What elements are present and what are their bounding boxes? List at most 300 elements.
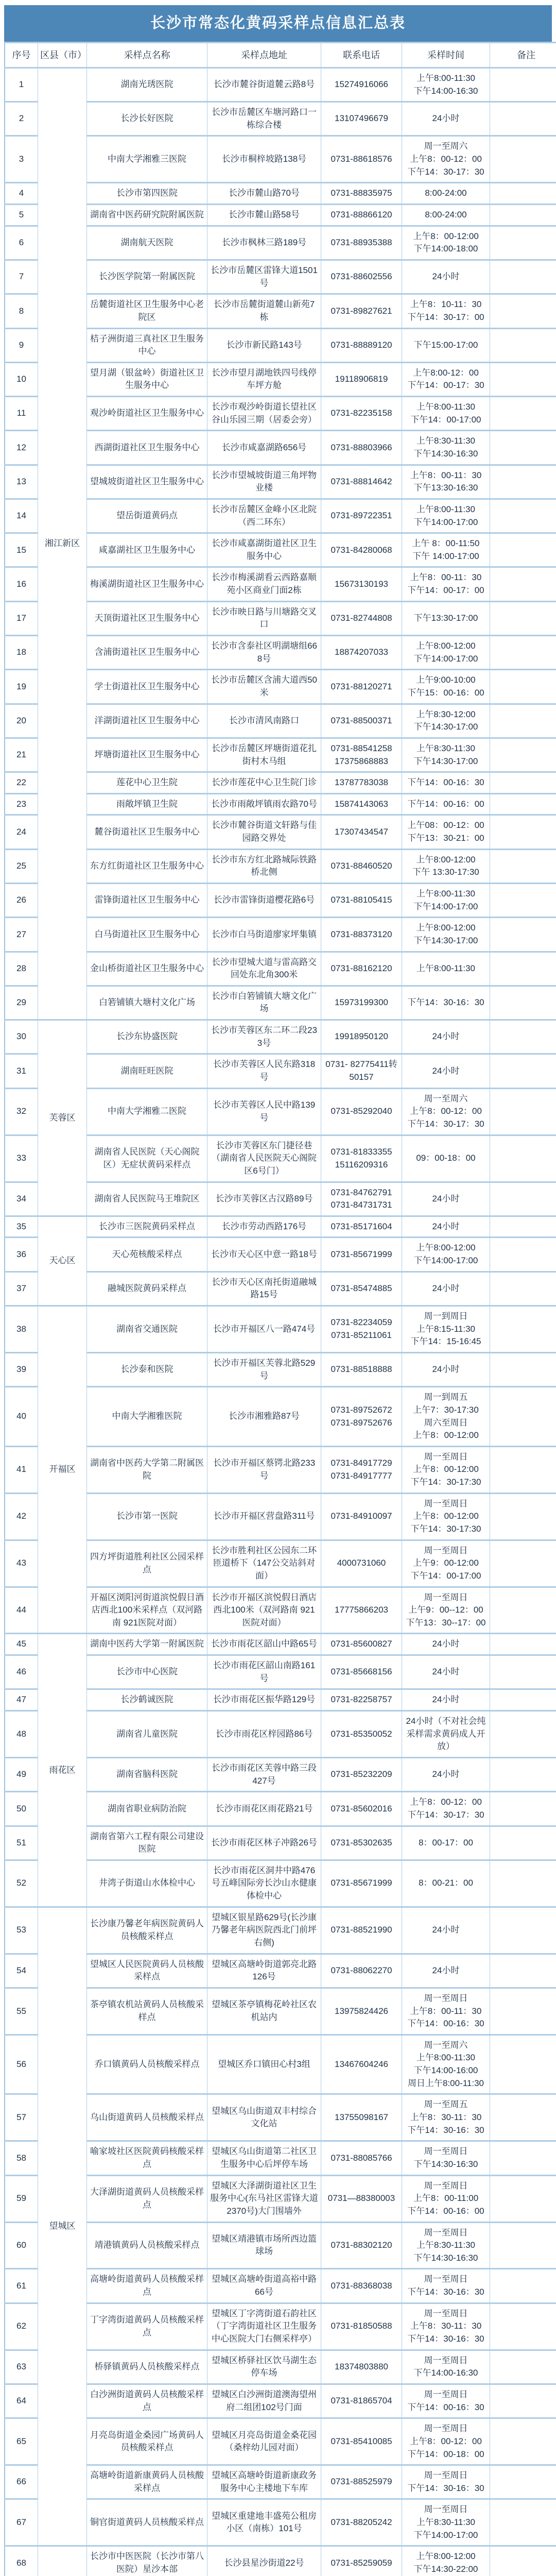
cell-name: 中南大学湘雅医院 xyxy=(87,1387,207,1447)
table-row xyxy=(5,1540,556,1587)
cell-phone: 0731-88062270 xyxy=(321,1954,402,1988)
table-row xyxy=(5,205,556,226)
cell-name: 月亮岛街道金桑园广场黄码人员核酸采样点 xyxy=(87,2418,207,2465)
cell-remark xyxy=(490,1711,556,1758)
cell-no: 34 xyxy=(5,1182,38,1216)
cell-phone: 0731-81833355 15116209316 xyxy=(321,1135,402,1182)
cell-time: 上午 8：00-11:50 下午 14:00-17:00 xyxy=(402,533,490,567)
cell-time: 24小时 xyxy=(402,1020,490,1054)
cell-name: 桥驿镇黄码人员核酸采样点 xyxy=(87,2350,207,2384)
cell-phone: 0731-88541258 17375868883 xyxy=(321,738,402,772)
table-row xyxy=(5,884,556,918)
cell-time: 下午13:30-17:00 xyxy=(402,601,490,635)
cell-remark xyxy=(490,1907,556,1954)
cell-no: 58 xyxy=(5,2141,38,2175)
cell-phone: 0731-85474885 xyxy=(321,1272,402,1306)
cell-time: 24小时 xyxy=(402,1655,490,1689)
cell-name: 长沙鹤诚医院 xyxy=(87,1689,207,1711)
cell-no: 51 xyxy=(5,1826,38,1860)
cell-time: 周一至周日 下午14：30-16：30 xyxy=(402,2465,490,2499)
cell-address: 望城区白沙洲街道澳海望州府二组团102号门面 xyxy=(207,2384,321,2418)
cell-name: 喻家坡社区医院黄码核酸采样点 xyxy=(87,2141,207,2175)
cell-address: 长沙市望城大道与雷高路交回处东北角300米 xyxy=(207,952,321,986)
table-row xyxy=(5,1216,556,1238)
cell-address: 长沙市咸嘉湖街道社区卫生服务中心 xyxy=(207,533,321,567)
cell-no: 60 xyxy=(5,2222,38,2269)
cell-no: 41 xyxy=(5,1446,38,1493)
cell-no: 52 xyxy=(5,1860,38,1907)
cell-phone: 0731-82258757 xyxy=(321,1689,402,1711)
cell-address: 长沙市开福区营盘路311号 xyxy=(207,1493,321,1540)
table-row xyxy=(5,952,556,986)
cell-phone: 0731-88162120 xyxy=(321,952,402,986)
cell-name: 白马街道社区卫生服务中心 xyxy=(87,918,207,952)
cell-phone: 0731-88814642 xyxy=(321,465,402,499)
cell-phone: 0731-84762791 0731-84731731 xyxy=(321,1182,402,1216)
table-row xyxy=(5,260,556,294)
cell-remark xyxy=(490,2035,556,2094)
cell-name: 金山桥街道社区卫生服务中心 xyxy=(87,952,207,986)
cell-name: 开福区浏阳河街道滨悦假日酒店西北100米采样点（双河路南 921医院对面） xyxy=(87,1587,207,1634)
cell-time: 24小时（不对社会纯采样需求黄码成人开放） xyxy=(402,1711,490,1758)
cell-no: 39 xyxy=(5,1352,38,1386)
cell-address: 长沙县星沙街道22号 xyxy=(207,2546,321,2576)
table-row xyxy=(5,793,556,815)
table-row xyxy=(5,533,556,567)
table-row xyxy=(5,815,556,849)
cell-address: 望城区丁字湾街道石韵社区（丁字湾街道社区卫生服务中心医院大门右侧采样亭） xyxy=(207,2303,321,2350)
cell-address: 长沙市岳麓区雷锋大道1501号 xyxy=(207,260,321,294)
cell-name: 长沙市三医院黄码采样点 xyxy=(87,1216,207,1238)
table-row xyxy=(5,567,556,601)
table-row xyxy=(5,2418,556,2465)
cell-remark xyxy=(490,1540,556,1587)
cell-address: 长沙市观沙岭街道长望社区谷山乐园三期（居委会旁） xyxy=(207,397,321,431)
header-district: 区县（市） xyxy=(38,42,87,67)
cell-name: 茶亭镇农机站黄码人员核酸采样点 xyxy=(87,1988,207,2035)
cell-time: 周一至周日 上午8:30-11:30 下午14:30-16:30 xyxy=(402,2222,490,2269)
cell-remark xyxy=(490,1446,556,1493)
table-row xyxy=(5,1306,556,1353)
cell-name: 西湖街道社区卫生服务中心 xyxy=(87,431,207,465)
table-row xyxy=(5,1182,556,1216)
cell-remark xyxy=(490,226,556,260)
cell-remark xyxy=(490,1387,556,1447)
cell-address: 长沙市湘雅路87号 xyxy=(207,1387,321,1447)
cell-phone: 0731-88518888 xyxy=(321,1352,402,1386)
cell-phone: 13467604246 xyxy=(321,2035,402,2094)
cell-no: 37 xyxy=(5,1272,38,1306)
cell-name: 雷锋街道社区卫生服务中心 xyxy=(87,884,207,918)
cell-remark xyxy=(490,704,556,738)
cell-address: 望城区高塘岭街道新康政务服务中心主楼地下车库 xyxy=(207,2465,321,2499)
cell-no: 46 xyxy=(5,1655,38,1689)
cell-no: 56 xyxy=(5,2035,38,2094)
cell-remark xyxy=(490,849,556,883)
cell-time: 8:00-24:00 xyxy=(402,183,490,205)
cell-remark xyxy=(490,328,556,362)
cell-address: 望城区大泽湖街道社区卫生服务中心(东马社区雷锋大道2370号)大门围墙外 xyxy=(207,2175,321,2222)
cell-address: 望城区桥驿社区饮马湖生态停车场 xyxy=(207,2350,321,2384)
cell-phone: 0731—88380003 xyxy=(321,2175,402,2222)
cell-name: 中南大学湘雅二医院 xyxy=(87,1088,207,1135)
cell-phone: 17307434547 xyxy=(321,815,402,849)
cell-address: 长沙市开福区蔡锷北路233号 xyxy=(207,1446,321,1493)
table-row xyxy=(5,2035,556,2094)
cell-name: 井湾子街道山水体检中心 xyxy=(87,1860,207,1907)
cell-district: 开福区 xyxy=(38,1306,87,1634)
cell-time: 周一至周日 上午8：00-12:00 下午14：30-17:30 xyxy=(402,1493,490,1540)
cell-remark xyxy=(490,952,556,986)
cell-time: 24小时 xyxy=(402,1954,490,1988)
cell-district: 湘江新区 xyxy=(38,67,87,1020)
cell-no: 24 xyxy=(5,815,38,849)
cell-name: 洋湖街道社区卫生服务中心 xyxy=(87,704,207,738)
cell-remark xyxy=(490,2303,556,2350)
cell-no: 28 xyxy=(5,952,38,986)
cell-phone: 4000731060 xyxy=(321,1540,402,1587)
cell-address: 长沙市芙蓉区人民中路139号 xyxy=(207,1088,321,1135)
cell-address: 长沙市劳动西路176号 xyxy=(207,1216,321,1238)
table-row xyxy=(5,1634,556,1655)
table-row xyxy=(5,2222,556,2269)
cell-remark xyxy=(490,636,556,670)
cell-phone: 0731-88803966 xyxy=(321,431,402,465)
cell-time: 上午8:00-12:00 下午14:00-17:00 xyxy=(402,636,490,670)
cell-phone: 0731-85671999 xyxy=(321,1860,402,1907)
table-row xyxy=(5,2499,556,2546)
cell-remark xyxy=(490,1757,556,1791)
table-row xyxy=(5,1272,556,1306)
cell-name: 湖南省职业病防治院 xyxy=(87,1792,207,1826)
cell-name: 雨敞坪镇卫生院 xyxy=(87,793,207,815)
cell-time: 24小时 xyxy=(402,1634,490,1655)
table-row xyxy=(5,670,556,704)
cell-address: 望城区乌山街道第二社区卫生服务中心后坪停车场 xyxy=(207,2141,321,2175)
table-row xyxy=(5,1757,556,1791)
cell-address: 望城区银星路629号(长沙康乃馨老年病医院西北门前坪右侧) xyxy=(207,1907,321,1954)
cell-address: 长沙市芙蓉区古汉路89号 xyxy=(207,1182,321,1216)
cell-address: 望城区乌山街道双丰村综合文化站 xyxy=(207,2094,321,2141)
cell-address: 长沙市新民路143号 xyxy=(207,328,321,362)
cell-no: 33 xyxy=(5,1135,38,1182)
cell-name: 大泽湖街道黄码人员核酸采样点 xyxy=(87,2175,207,2222)
cell-district xyxy=(38,2546,87,2576)
cell-time: 24小时 xyxy=(402,1907,490,1954)
cell-remark xyxy=(490,1054,556,1088)
cell-address: 长沙市含泰社区明湖塘组668号 xyxy=(207,636,321,670)
cell-no: 27 xyxy=(5,918,38,952)
cell-remark xyxy=(490,2418,556,2465)
cell-phone: 0731-84910097 xyxy=(321,1493,402,1540)
cell-address: 长沙市岳麓区车塘河路口一栋综合楼 xyxy=(207,102,321,136)
cell-address: 长沙市芙蓉区东二环二段233号 xyxy=(207,1020,321,1054)
cell-no: 36 xyxy=(5,1238,38,1272)
cell-no: 9 xyxy=(5,328,38,362)
cell-phone: 0731-88085766 xyxy=(321,2141,402,2175)
cell-phone: 0731-89752672 0731-89752676 xyxy=(321,1387,402,1447)
cell-time: 上午8:00-12:00 下午 13:30-17:30 xyxy=(402,849,490,883)
cell-name: 长沙康乃馨老年病医院黄码人员核酸采样点 xyxy=(87,1907,207,1954)
cell-no: 29 xyxy=(5,986,38,1020)
cell-time: 周一至周日 上午8：00-12：00 下午14：00-18：00 xyxy=(402,2418,490,2465)
table-row xyxy=(5,67,556,101)
cell-time: 24小时 xyxy=(402,1216,490,1238)
cell-name: 望城区人民医院黄码人员核酸采样点 xyxy=(87,1954,207,1988)
cell-address: 长沙市雨花区韶山中路65号 xyxy=(207,1634,321,1655)
table-row xyxy=(5,1954,556,1988)
cell-address: 长沙市桐梓坡路138号 xyxy=(207,136,321,183)
cell-no: 48 xyxy=(5,1711,38,1758)
cell-phone: 0731-81865704 xyxy=(321,2384,402,2418)
cell-phone: 0731-85232209 xyxy=(321,1757,402,1791)
cell-phone: 0731-88105415 xyxy=(321,884,402,918)
cell-name: 学士街道社区卫生服务中心 xyxy=(87,670,207,704)
cell-name: 长沙医学院第一附属医院 xyxy=(87,260,207,294)
cell-remark xyxy=(490,1272,556,1306)
cell-no: 10 xyxy=(5,362,38,396)
cell-address: 长沙市岳麓区含浦大道西50米 xyxy=(207,670,321,704)
cell-remark xyxy=(490,2222,556,2269)
cell-name: 四方坪街道胜利社区公园采样点 xyxy=(87,1540,207,1587)
table-row xyxy=(5,2465,556,2499)
cell-remark xyxy=(490,1634,556,1655)
cell-phone: 0731- 82775411转 50157 xyxy=(321,1054,402,1088)
cell-remark xyxy=(490,567,556,601)
cell-time: 8：00-21：00 xyxy=(402,1860,490,1907)
cell-address: 长沙市开福区八一路474号 xyxy=(207,1306,321,1353)
cell-name: 湖南中医药大学第一附属医院 xyxy=(87,1634,207,1655)
cell-time: 上午8:00-11:30 xyxy=(402,952,490,986)
cell-phone: 15673130193 xyxy=(321,567,402,601)
cell-no: 67 xyxy=(5,2499,38,2546)
cell-phone: 0731-85350052 xyxy=(321,1711,402,1758)
cell-address: 望城区乔口镇田心村3组 xyxy=(207,2035,321,2094)
cell-remark xyxy=(490,1135,556,1182)
cell-no: 66 xyxy=(5,2465,38,2499)
cell-name: 湖南省第六工程有限公司建设医院 xyxy=(87,1826,207,1860)
cell-no: 18 xyxy=(5,636,38,670)
table-row xyxy=(5,1655,556,1689)
cell-phone: 0731-85302635 xyxy=(321,1826,402,1860)
cell-name: 高塘岭街道黄码人员核酸采样点 xyxy=(87,2269,207,2303)
cell-time: 24小时 xyxy=(402,1054,490,1088)
table-row xyxy=(5,738,556,772)
page-title: 长沙市常态化黄码采样点信息汇总表 xyxy=(4,5,552,42)
table-row xyxy=(5,1135,556,1182)
cell-address: 长沙市天心区南托街道融城路15号 xyxy=(207,1272,321,1306)
cell-address: 长沙市天心区中意一路18号 xyxy=(207,1238,321,1272)
cell-no: 13 xyxy=(5,465,38,499)
table-row xyxy=(5,1352,556,1386)
table-row xyxy=(5,1711,556,1758)
cell-no: 4 xyxy=(5,183,38,205)
cell-time: 下午14：30-16：30 xyxy=(402,986,490,1020)
table-row xyxy=(5,2350,556,2384)
cell-remark xyxy=(490,1306,556,1353)
cell-remark xyxy=(490,183,556,205)
table-row xyxy=(5,1689,556,1711)
cell-no: 45 xyxy=(5,1634,38,1655)
cell-remark xyxy=(490,205,556,226)
cell-no: 16 xyxy=(5,567,38,601)
cell-remark xyxy=(490,431,556,465)
cell-phone: 18874207033 xyxy=(321,636,402,670)
cell-address: 长沙市望月湖地铁四号线停车坪方舱 xyxy=(207,362,321,396)
cell-remark xyxy=(490,2499,556,2546)
cell-phone: 0731-88302120 xyxy=(321,2222,402,2269)
cell-remark xyxy=(490,102,556,136)
cell-remark xyxy=(490,1954,556,1988)
cell-remark xyxy=(490,260,556,294)
cell-no: 14 xyxy=(5,499,38,533)
cell-time: 上午8：00-11：30 下午13:30-16:30 xyxy=(402,465,490,499)
cell-name: 长沙市第一医院 xyxy=(87,1493,207,1540)
cell-district: 芙蓉区 xyxy=(38,1020,87,1216)
cell-phone: 0731-84917729 0731-84917777 xyxy=(321,1446,402,1493)
cell-phone: 19918950120 xyxy=(321,1020,402,1054)
table-row xyxy=(5,431,556,465)
cell-address: 长沙市梅溪湖看云西路嘉顺苑小区商业门面2栋 xyxy=(207,567,321,601)
cell-district: 雨花区 xyxy=(38,1634,87,1907)
cell-no: 26 xyxy=(5,884,38,918)
cell-time: 周一至周日 上午8：30-11：30 下午14：30-16：30 xyxy=(402,2303,490,2350)
cell-phone: 0731-88935388 xyxy=(321,226,402,260)
cell-phone: 0731-88525979 xyxy=(321,2465,402,2499)
cell-address: 长沙市枫林三路189号 xyxy=(207,226,321,260)
cell-phone: 0731-85410085 xyxy=(321,2418,402,2465)
cell-remark xyxy=(490,1088,556,1135)
cell-time: 上午8：00-12：00 下午14：30-17：30 xyxy=(402,1792,490,1826)
cell-remark xyxy=(490,2269,556,2303)
cell-no: 54 xyxy=(5,1954,38,1988)
cell-no: 22 xyxy=(5,772,38,794)
cell-no: 53 xyxy=(5,1907,38,1954)
cell-remark xyxy=(490,1860,556,1907)
cell-time: 周一至周日 上午8：00-12:00 下午14：30-17:30 xyxy=(402,1446,490,1493)
cell-no: 12 xyxy=(5,431,38,465)
cell-time: 24小时 xyxy=(402,260,490,294)
cell-name: 莲花中心卫生院 xyxy=(87,772,207,794)
cell-time: 周一到周五 上午7：30-17:30 周六至周日 上午8：00-12:00 xyxy=(402,1387,490,1447)
table-row xyxy=(5,2384,556,2418)
cell-address: 长沙市东方红北路城际铁路桥北侧 xyxy=(207,849,321,883)
table-row xyxy=(5,1387,556,1447)
cell-time: 24小时 xyxy=(402,1757,490,1791)
cell-time: 上午8：00-11：30 下午14：00-17：00 xyxy=(402,567,490,601)
cell-no: 63 xyxy=(5,2350,38,2384)
cell-time: 周一至周日 下午14:30-16:30 xyxy=(402,2141,490,2175)
table-row xyxy=(5,918,556,952)
cell-time: 周一至周日 下午14:00-16:30 xyxy=(402,2350,490,2384)
cell-time: 24小时 xyxy=(402,1689,490,1711)
table-body xyxy=(5,67,556,2576)
cell-address: 长沙市开福区滨悦假日酒店西北100米（双河路南 921医院对面） xyxy=(207,1587,321,1634)
table-row xyxy=(5,1587,556,1634)
cell-name: 靖港镇黄码人员核酸采样点 xyxy=(87,2222,207,2269)
cell-phone: 0731-85600827 xyxy=(321,1634,402,1655)
table-row xyxy=(5,1020,556,1054)
cell-address: 望城区月亮岛街道金桑花园（桑梓幼儿园对面） xyxy=(207,2418,321,2465)
cell-address: 长沙市白马街道廖家坪集镇 xyxy=(207,918,321,952)
table-row xyxy=(5,2094,556,2141)
cell-time: 周一至周五 上午8：30-11：30 下午14：30-16：30 xyxy=(402,2094,490,2141)
cell-address: 望城区靖港镇市场所西边篮球场 xyxy=(207,2222,321,2269)
cell-name: 望月湖（银盆岭）街道社区卫生服务中心 xyxy=(87,362,207,396)
cell-address: 长沙市岳麓区坪塘街道花扎街村木马组 xyxy=(207,738,321,772)
cell-time: 8:00-24:00 xyxy=(402,205,490,226)
cell-address: 长沙市麓谷街道文轩路与佳园路交界处 xyxy=(207,815,321,849)
header-address: 采样点地址 xyxy=(207,42,321,67)
cell-time: 下午14：00-16：30 xyxy=(402,772,490,794)
cell-name: 含浦街道社区卫生服务中心 xyxy=(87,636,207,670)
cell-time: 上午8:00-12:00 下午14:30-17:00 xyxy=(402,918,490,952)
cell-no: 38 xyxy=(5,1306,38,1353)
cell-phone: 0731-85671999 xyxy=(321,1238,402,1272)
table-row xyxy=(5,102,556,136)
cell-time: 上午8:00-11:30 下午14:00-17:00 xyxy=(402,884,490,918)
cell-name: 中南大学湘雅三医院 xyxy=(87,136,207,183)
cell-phone: 0731-88602556 xyxy=(321,260,402,294)
sampling-points-table xyxy=(4,42,556,2576)
cell-remark xyxy=(490,738,556,772)
cell-phone: 17775866203 xyxy=(321,1587,402,1634)
table-row xyxy=(5,1988,556,2035)
cell-name: 白沙洲街道黄码人员核酸采样点 xyxy=(87,2384,207,2418)
cell-phone: 0731-85668156 xyxy=(321,1655,402,1689)
cell-name: 岳麓街道社区卫生服务中心老院区 xyxy=(87,294,207,328)
cell-address: 长沙市雨花区洞井中路476号五峰国际旁长沙山水健康体检中心 xyxy=(207,1860,321,1907)
cell-name: 湖南省中医药研究院附属医院 xyxy=(87,205,207,226)
cell-address: 长沙市雨敞坪镇雨农路70号 xyxy=(207,793,321,815)
cell-remark xyxy=(490,1988,556,2035)
cell-no: 5 xyxy=(5,205,38,226)
cell-remark xyxy=(490,533,556,567)
cell-time: 上午8:00-11:30 下午14:00-16:30 xyxy=(402,67,490,101)
cell-no: 59 xyxy=(5,2175,38,2222)
table-row xyxy=(5,2546,556,2576)
cell-name: 丁字湾街道黄码人员核酸采样点 xyxy=(87,2303,207,2350)
cell-no: 62 xyxy=(5,2303,38,2350)
table-row xyxy=(5,1238,556,1272)
cell-time: 09：00-18：00 xyxy=(402,1135,490,1182)
cell-name: 望城坡街道社区卫生服务中心 xyxy=(87,465,207,499)
cell-address: 望城区重建地丰盛苑公租房小区（南栋）101号 xyxy=(207,2499,321,2546)
cell-name: 咸嘉湖社区卫生服务中心 xyxy=(87,533,207,567)
cell-no: 17 xyxy=(5,601,38,635)
header-phone: 联系电话 xyxy=(321,42,402,67)
cell-phone: 13787783038 xyxy=(321,772,402,794)
cell-phone: 19118906819 xyxy=(321,362,402,396)
cell-remark xyxy=(490,465,556,499)
cell-time: 上午08：00-12：00 下午13：30-21：00 xyxy=(402,815,490,849)
table-row xyxy=(5,2175,556,2222)
cell-name: 望岳街道黄码点 xyxy=(87,499,207,533)
cell-no: 2 xyxy=(5,102,38,136)
cell-remark xyxy=(490,362,556,396)
cell-address: 长沙市雨花区振华路129号 xyxy=(207,1689,321,1711)
cell-no: 68 xyxy=(5,2546,38,2576)
cell-address: 望城区高塘岭街道郭亮北路126号 xyxy=(207,1954,321,1988)
cell-address: 望城区茶亭镇梅花岭社区农机站内 xyxy=(207,1988,321,2035)
cell-remark xyxy=(490,772,556,794)
cell-phone: 15874143063 xyxy=(321,793,402,815)
cell-time: 周一至周日 上午8：00-11:00 下午14：00-16：00 xyxy=(402,2175,490,2222)
cell-address: 长沙市咸嘉湖路656号 xyxy=(207,431,321,465)
cell-no: 42 xyxy=(5,1493,38,1540)
table-row xyxy=(5,499,556,533)
cell-time: 上午9:00-10:00 下午15：00-16：00 xyxy=(402,670,490,704)
